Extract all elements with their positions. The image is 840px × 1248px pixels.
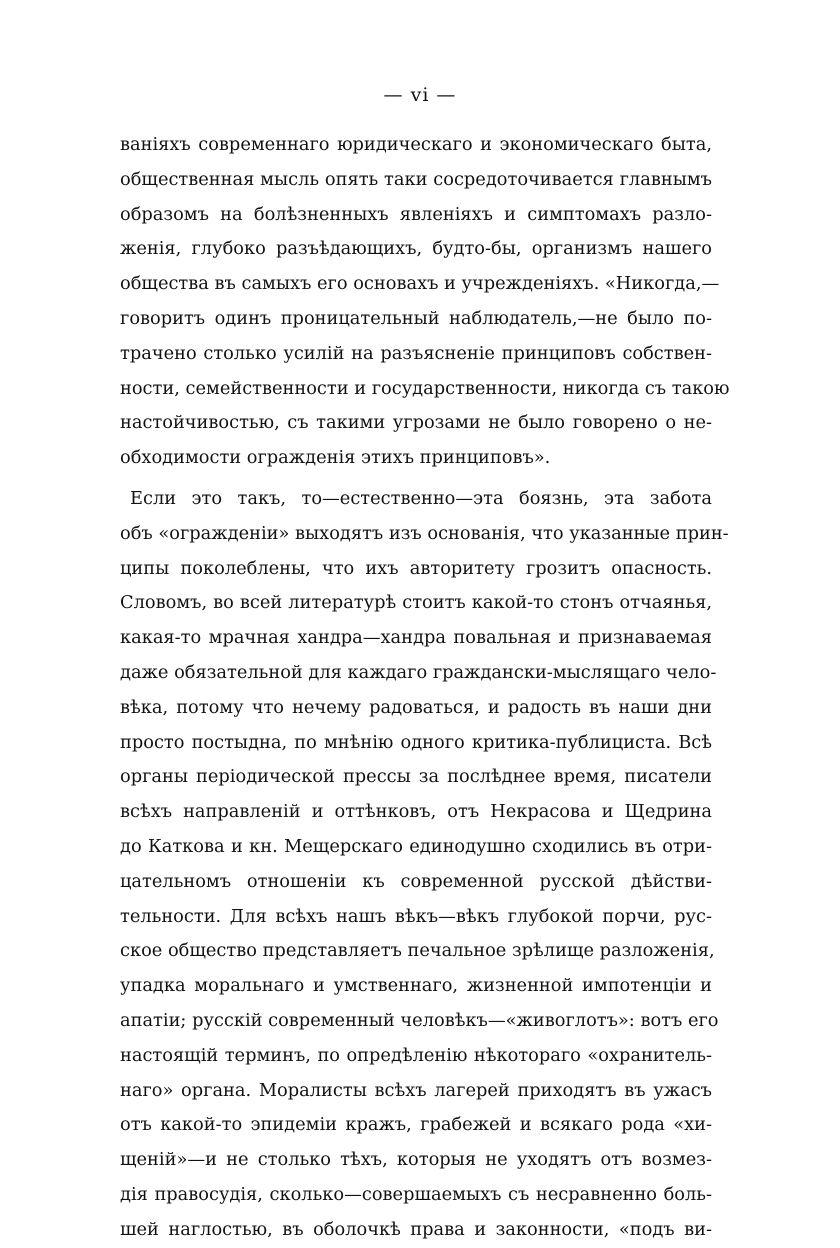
- body-text: [120, 128, 730, 1248]
- text-line: упадка моральнаго и умственнаго, жизненной импотенціи и: [120, 975, 712, 997]
- text-line: просто постыдна, по мнѣнію одного критика-публициста. Всѣ: [120, 731, 712, 753]
- text-line: ципы поколеблены, что ихъ авторитету грозитъ опасность.: [120, 557, 712, 579]
- text-line: вѣка, потому что нечему радоваться, и радость въ наши дни: [120, 696, 712, 718]
- text-line: трачено столько усилій на разъясненіе принциповъ собствен-: [120, 342, 712, 364]
- text-line: какая-то мрачная хандра—хандра повальная и признаваемая: [120, 627, 712, 649]
- text-line: ности, семейственности и государственности, никогда съ такою: [120, 377, 730, 399]
- text-line: общественная мысль опять таки сосредоточивается главнымъ: [120, 168, 712, 190]
- text-line: образомъ на болѣзненныхъ явленіяхъ и симптомахъ разло-: [120, 203, 712, 225]
- text-line: Словомъ, во всей литературѣ стоитъ какой-то стонъ отчаянья,: [120, 592, 712, 614]
- text-line: обходимости огражденія этихъ принциповъ».: [120, 447, 551, 469]
- text-line: щеній»—и не столько тѣхъ, которыя не уходятъ отъ возмез-: [120, 1149, 712, 1171]
- text-line: объ «огражденіи» выходятъ изъ основанія, что указанные прин-: [120, 522, 729, 544]
- text-line: настоящій терминъ, по опредѣленію нѣкотораго «охранитель-: [120, 1044, 712, 1066]
- text-line: общества въ самыхъ его основахъ и учрежденіяхъ. «Никогда,—: [120, 273, 720, 295]
- text-line: настойчивостью, съ такими угрозами не было говорено о не-: [120, 412, 712, 434]
- text-line: даже обязательной для каждаго граждански-мыслящаго чело-: [120, 661, 717, 683]
- text-line: женія, глубоко разъѣдающихъ, будто-бы, организмъ нашего: [120, 238, 712, 260]
- text-line: дія правосудія, сколько—совершаемыхъ съ несравненно боль-: [120, 1183, 712, 1205]
- text-line: ское общество представляетъ печальное зрѣлище разложенія,: [120, 940, 715, 962]
- text-line: цательномъ отношеніи къ современной русской дѣйстви-: [120, 870, 712, 892]
- text-line: Если это такъ, то—естественно—эта боязнь, эта забота: [130, 487, 712, 509]
- text-line: тельности. Для всѣхъ нашъ вѣкъ—вѣкъ глубокой порчи, рус-: [120, 905, 712, 927]
- text-line: апатіи; русскій современный человѣкъ—«живоглотъ»: вотъ его: [120, 1009, 719, 1031]
- paragraph-2: [120, 482, 729, 1248]
- text-line: ваніяхъ современнаго юридическаго и экономическаго быта,: [120, 134, 712, 155]
- text-line: отъ какой-то эпидеміи кражъ, грабежей и всякаго рода «хи-: [120, 1114, 712, 1136]
- text-line: всѣхъ направленій и оттѣнковъ, отъ Некрасова и Щедрина: [120, 801, 712, 823]
- paragraph-1: [120, 128, 730, 476]
- text-line: говоритъ одинъ проницательный наблюдатель,—не было по-: [120, 307, 712, 329]
- text-line: до Каткова и кн. Мещерскаго единодушно сходились въ отри-: [120, 835, 712, 857]
- text-line: шей наглостью, въ оболочкѣ права и законности, «подъ ви-: [120, 1218, 712, 1240]
- page-number: — vi —: [383, 84, 457, 106]
- text-line: наго» органа. Моралисты всѣхъ лагерей приходятъ въ ужасъ: [120, 1079, 712, 1101]
- text-line: органы періодической прессы за послѣднее время, писатели: [120, 766, 712, 788]
